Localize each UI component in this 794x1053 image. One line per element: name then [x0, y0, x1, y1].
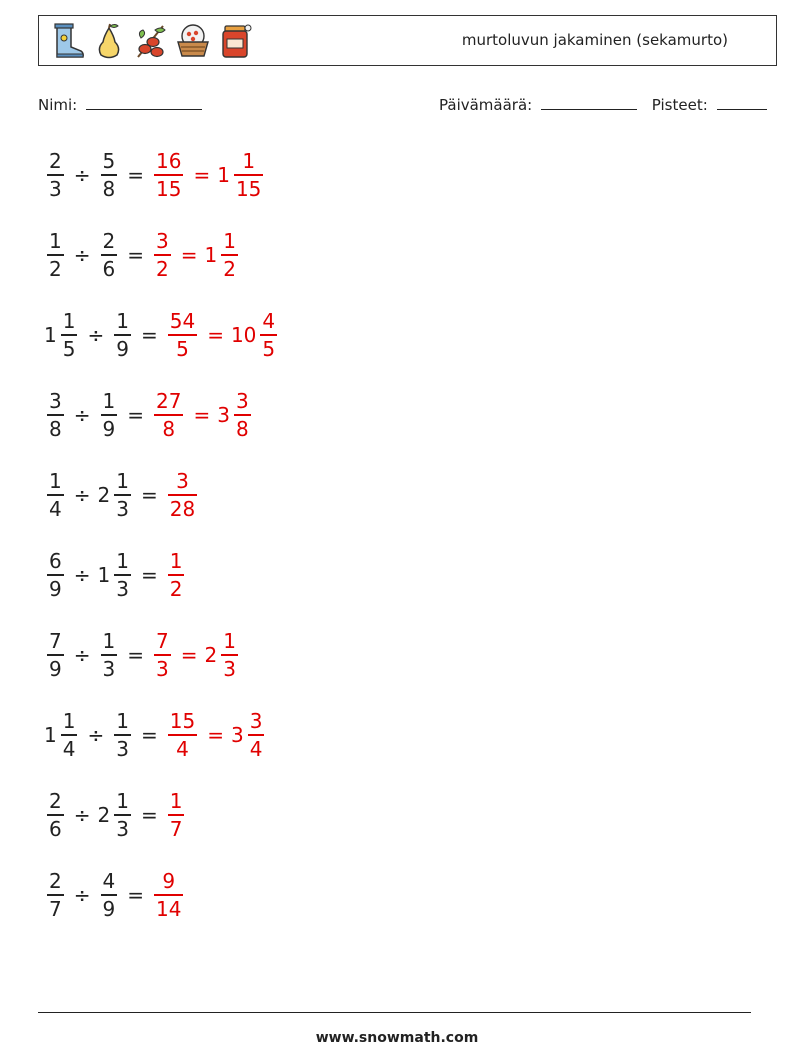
problem-row [44, 860, 186, 930]
worksheet-header [38, 15, 777, 66]
problem-row [44, 620, 241, 690]
whole-number: 1 [204, 243, 218, 267]
numerator: 4 [102, 869, 116, 894]
answer-mixed-number [217, 388, 253, 442]
denominator: 3 [116, 576, 129, 601]
numerator: 1 [223, 229, 236, 254]
answer-fraction [151, 388, 186, 442]
answer-fraction [151, 628, 174, 682]
answer-mixed-number [231, 708, 267, 762]
denominator: 9 [49, 656, 62, 681]
fraction [168, 788, 185, 842]
fraction [101, 148, 118, 202]
denominator: 3 [223, 656, 236, 681]
fraction [47, 228, 64, 282]
divisor [98, 788, 134, 842]
problem-row [44, 540, 187, 610]
answer-fraction [151, 228, 174, 282]
equals-sign: = [127, 883, 144, 907]
equals-sign: = [127, 243, 144, 267]
fraction [154, 228, 171, 282]
numerator: 4 [262, 309, 276, 334]
denominator: 3 [156, 656, 169, 681]
denominator: 3 [116, 496, 129, 521]
denominator: 6 [49, 816, 62, 841]
denominator: 3 [116, 736, 129, 761]
numerator: 5 [102, 149, 116, 174]
fraction [47, 468, 64, 522]
divide-sign: ÷ [73, 643, 91, 667]
numerator: 1 [242, 149, 256, 174]
numerator: 2 [102, 229, 116, 254]
fraction [114, 308, 131, 362]
denominator: 8 [49, 416, 62, 441]
divide-sign: ÷ [73, 883, 91, 907]
rosehip-icon [133, 22, 169, 60]
divisor [98, 148, 121, 202]
denominator: 9 [116, 336, 129, 361]
answer [151, 148, 266, 202]
denominator: 7 [169, 816, 183, 841]
numerator: 1 [169, 549, 183, 574]
numerator: 7 [49, 629, 62, 654]
date-score-fields [439, 95, 767, 114]
divisor [111, 308, 134, 362]
whole-number: 1 [97, 563, 111, 587]
answer-mixed-number [205, 228, 241, 282]
denominator: 15 [156, 176, 182, 201]
denominator: 3 [102, 656, 116, 681]
footer-url: www.snowmath.com [315, 1030, 479, 1046]
fraction [168, 308, 197, 362]
fraction [221, 628, 238, 682]
numerator: 3 [249, 709, 263, 734]
fraction [101, 868, 118, 922]
denominator: 5 [176, 336, 189, 361]
boot-icon [49, 22, 85, 60]
divide-sign: ÷ [73, 803, 91, 827]
numerator: 16 [156, 149, 182, 174]
answer-equals-sign: = [207, 323, 224, 347]
score-blank[interactable] [717, 95, 767, 110]
denominator: 4 [62, 736, 76, 761]
whole-number: 3 [217, 403, 230, 427]
fraction [101, 388, 118, 442]
fraction [114, 468, 131, 522]
whole-number: 1 [217, 163, 230, 187]
denominator: 6 [102, 256, 116, 281]
numerator: 7 [156, 629, 169, 654]
divide-sign: ÷ [73, 243, 91, 267]
problem-row [44, 140, 266, 210]
numerator: 3 [49, 389, 62, 414]
denominator: 2 [49, 256, 62, 281]
problem-row [44, 460, 200, 530]
answer [165, 548, 188, 602]
date-blank[interactable] [541, 95, 637, 110]
numerator: 1 [62, 309, 76, 334]
divisor [98, 628, 121, 682]
dividend [44, 228, 67, 282]
denominator: 4 [49, 496, 62, 521]
denominator: 8 [162, 416, 176, 441]
name-field [38, 95, 202, 114]
numerator: 1 [49, 469, 62, 494]
fraction [47, 628, 64, 682]
equals-sign: = [140, 803, 158, 827]
answer-equals-sign: = [180, 243, 198, 267]
answer-fraction [165, 708, 200, 762]
problem-row [44, 220, 241, 290]
fraction [234, 148, 263, 202]
numerator: 54 [169, 309, 196, 334]
answer-fraction [165, 468, 200, 522]
divisor [98, 468, 134, 522]
numerator: 1 [116, 709, 129, 734]
numerator: 1 [116, 309, 129, 334]
numerator: 9 [162, 869, 176, 894]
numerator: 3 [156, 229, 169, 254]
fraction [221, 228, 238, 282]
fraction [154, 868, 183, 922]
divide-sign: ÷ [87, 723, 105, 747]
answer [165, 308, 280, 362]
numerator: 15 [169, 709, 196, 734]
answer-fraction [165, 308, 200, 362]
numerator: 2 [49, 789, 62, 814]
date-label: Päivämäärä: [439, 96, 533, 114]
denominator: 3 [49, 176, 62, 201]
numerator: 1 [102, 389, 116, 414]
fraction [47, 868, 64, 922]
dividend [44, 708, 80, 762]
answer-fraction [165, 788, 188, 842]
score-label: Pisteet: [651, 96, 708, 114]
fraction [154, 388, 183, 442]
equals-sign: = [140, 323, 158, 347]
problem-row [44, 380, 254, 450]
denominator: 15 [235, 176, 262, 201]
numerator: 1 [169, 789, 183, 814]
denominator: 9 [102, 416, 116, 441]
divide-sign: ÷ [73, 483, 91, 507]
fraction [154, 628, 171, 682]
dividend [44, 308, 80, 362]
denominator: 4 [176, 736, 189, 761]
fraction [47, 548, 64, 602]
footer-divider [38, 1012, 751, 1013]
answer-mixed-number [217, 148, 266, 202]
numerator: 1 [49, 229, 62, 254]
divisor [98, 228, 121, 282]
name-label: Nimi: [38, 96, 78, 114]
numerator: 1 [62, 709, 76, 734]
basket-icon [175, 22, 211, 60]
answer [165, 468, 200, 522]
answer-equals-sign: = [193, 403, 211, 427]
numerator: 1 [116, 789, 129, 814]
equals-sign: = [140, 483, 158, 507]
dividend [44, 148, 67, 202]
dividend [44, 868, 67, 922]
dividend [44, 788, 67, 842]
whole-number: 1 [44, 723, 57, 747]
numerator: 2 [49, 149, 62, 174]
fraction [47, 148, 64, 202]
equals-sign: = [140, 563, 158, 587]
denominator: 8 [102, 176, 116, 201]
fraction [114, 788, 131, 842]
problem-row [44, 300, 280, 370]
denominator: 9 [49, 576, 62, 601]
numerator: 3 [235, 389, 249, 414]
dividend [44, 388, 67, 442]
fraction [101, 228, 118, 282]
fraction [168, 468, 197, 522]
equals-sign: = [140, 723, 158, 747]
worksheet-title: murtoluvun jakaminen (sekamurto) [461, 31, 728, 49]
fraction [234, 388, 251, 442]
numerator: 2 [49, 869, 62, 894]
problem-row [44, 700, 267, 770]
answer [151, 388, 254, 442]
numerator: 1 [116, 549, 129, 574]
fraction [101, 628, 118, 682]
fraction [47, 788, 64, 842]
equals-sign: = [127, 643, 144, 667]
answer-equals-sign: = [207, 723, 224, 747]
divide-sign: ÷ [73, 403, 91, 427]
jam-jar-icon [217, 22, 253, 60]
answer [151, 868, 186, 922]
fraction [154, 148, 183, 202]
numerator: 1 [116, 469, 129, 494]
fraction [61, 308, 78, 362]
answer-mixed-number [205, 628, 241, 682]
fraction [47, 388, 64, 442]
whole-number: 1 [44, 323, 57, 347]
denominator: 4 [249, 736, 263, 761]
divide-sign: ÷ [73, 163, 91, 187]
divisor [98, 868, 121, 922]
answer-fraction [151, 148, 186, 202]
dividend [44, 548, 67, 602]
dividend [44, 628, 67, 682]
denominator: 7 [49, 896, 62, 921]
whole-number: 3 [230, 723, 244, 747]
answer [151, 228, 241, 282]
denominator: 2 [169, 576, 183, 601]
whole-number: 2 [204, 643, 218, 667]
dividend [44, 468, 67, 522]
divide-sign: ÷ [73, 563, 91, 587]
fraction [61, 708, 78, 762]
numerator: 27 [156, 389, 182, 414]
fraction [114, 708, 131, 762]
denominator: 3 [116, 816, 129, 841]
pear-icon [91, 22, 127, 60]
header-icons [49, 22, 253, 60]
problem-row [44, 780, 187, 850]
denominator: 9 [102, 896, 116, 921]
equals-sign: = [127, 163, 144, 187]
divisor [111, 708, 134, 762]
denominator: 5 [62, 336, 76, 361]
fraction [114, 548, 131, 602]
denominator: 2 [156, 256, 169, 281]
divide-sign: ÷ [87, 323, 105, 347]
divisor [98, 548, 134, 602]
denominator: 28 [169, 496, 196, 521]
answer-mixed-number [231, 308, 280, 362]
answer-fraction [151, 868, 186, 922]
answer [165, 708, 268, 762]
equals-sign: = [127, 403, 144, 427]
answer-equals-sign: = [193, 163, 211, 187]
answer [165, 788, 188, 842]
fraction [168, 548, 185, 602]
fraction [168, 708, 197, 762]
denominator: 5 [262, 336, 276, 361]
numerator: 6 [49, 549, 62, 574]
answer [151, 628, 241, 682]
name-blank[interactable] [86, 95, 202, 110]
divisor [98, 388, 121, 442]
denominator: 14 [156, 896, 182, 921]
whole-number: 2 [97, 803, 111, 827]
denominator: 8 [235, 416, 249, 441]
fraction [260, 308, 277, 362]
denominator: 2 [223, 256, 236, 281]
numerator: 1 [223, 629, 236, 654]
whole-number: 2 [97, 483, 111, 507]
answer-fraction [165, 548, 188, 602]
answer-equals-sign: = [180, 643, 198, 667]
whole-number: 10 [230, 323, 257, 347]
numerator: 3 [176, 469, 189, 494]
numerator: 1 [102, 629, 116, 654]
fraction [248, 708, 265, 762]
